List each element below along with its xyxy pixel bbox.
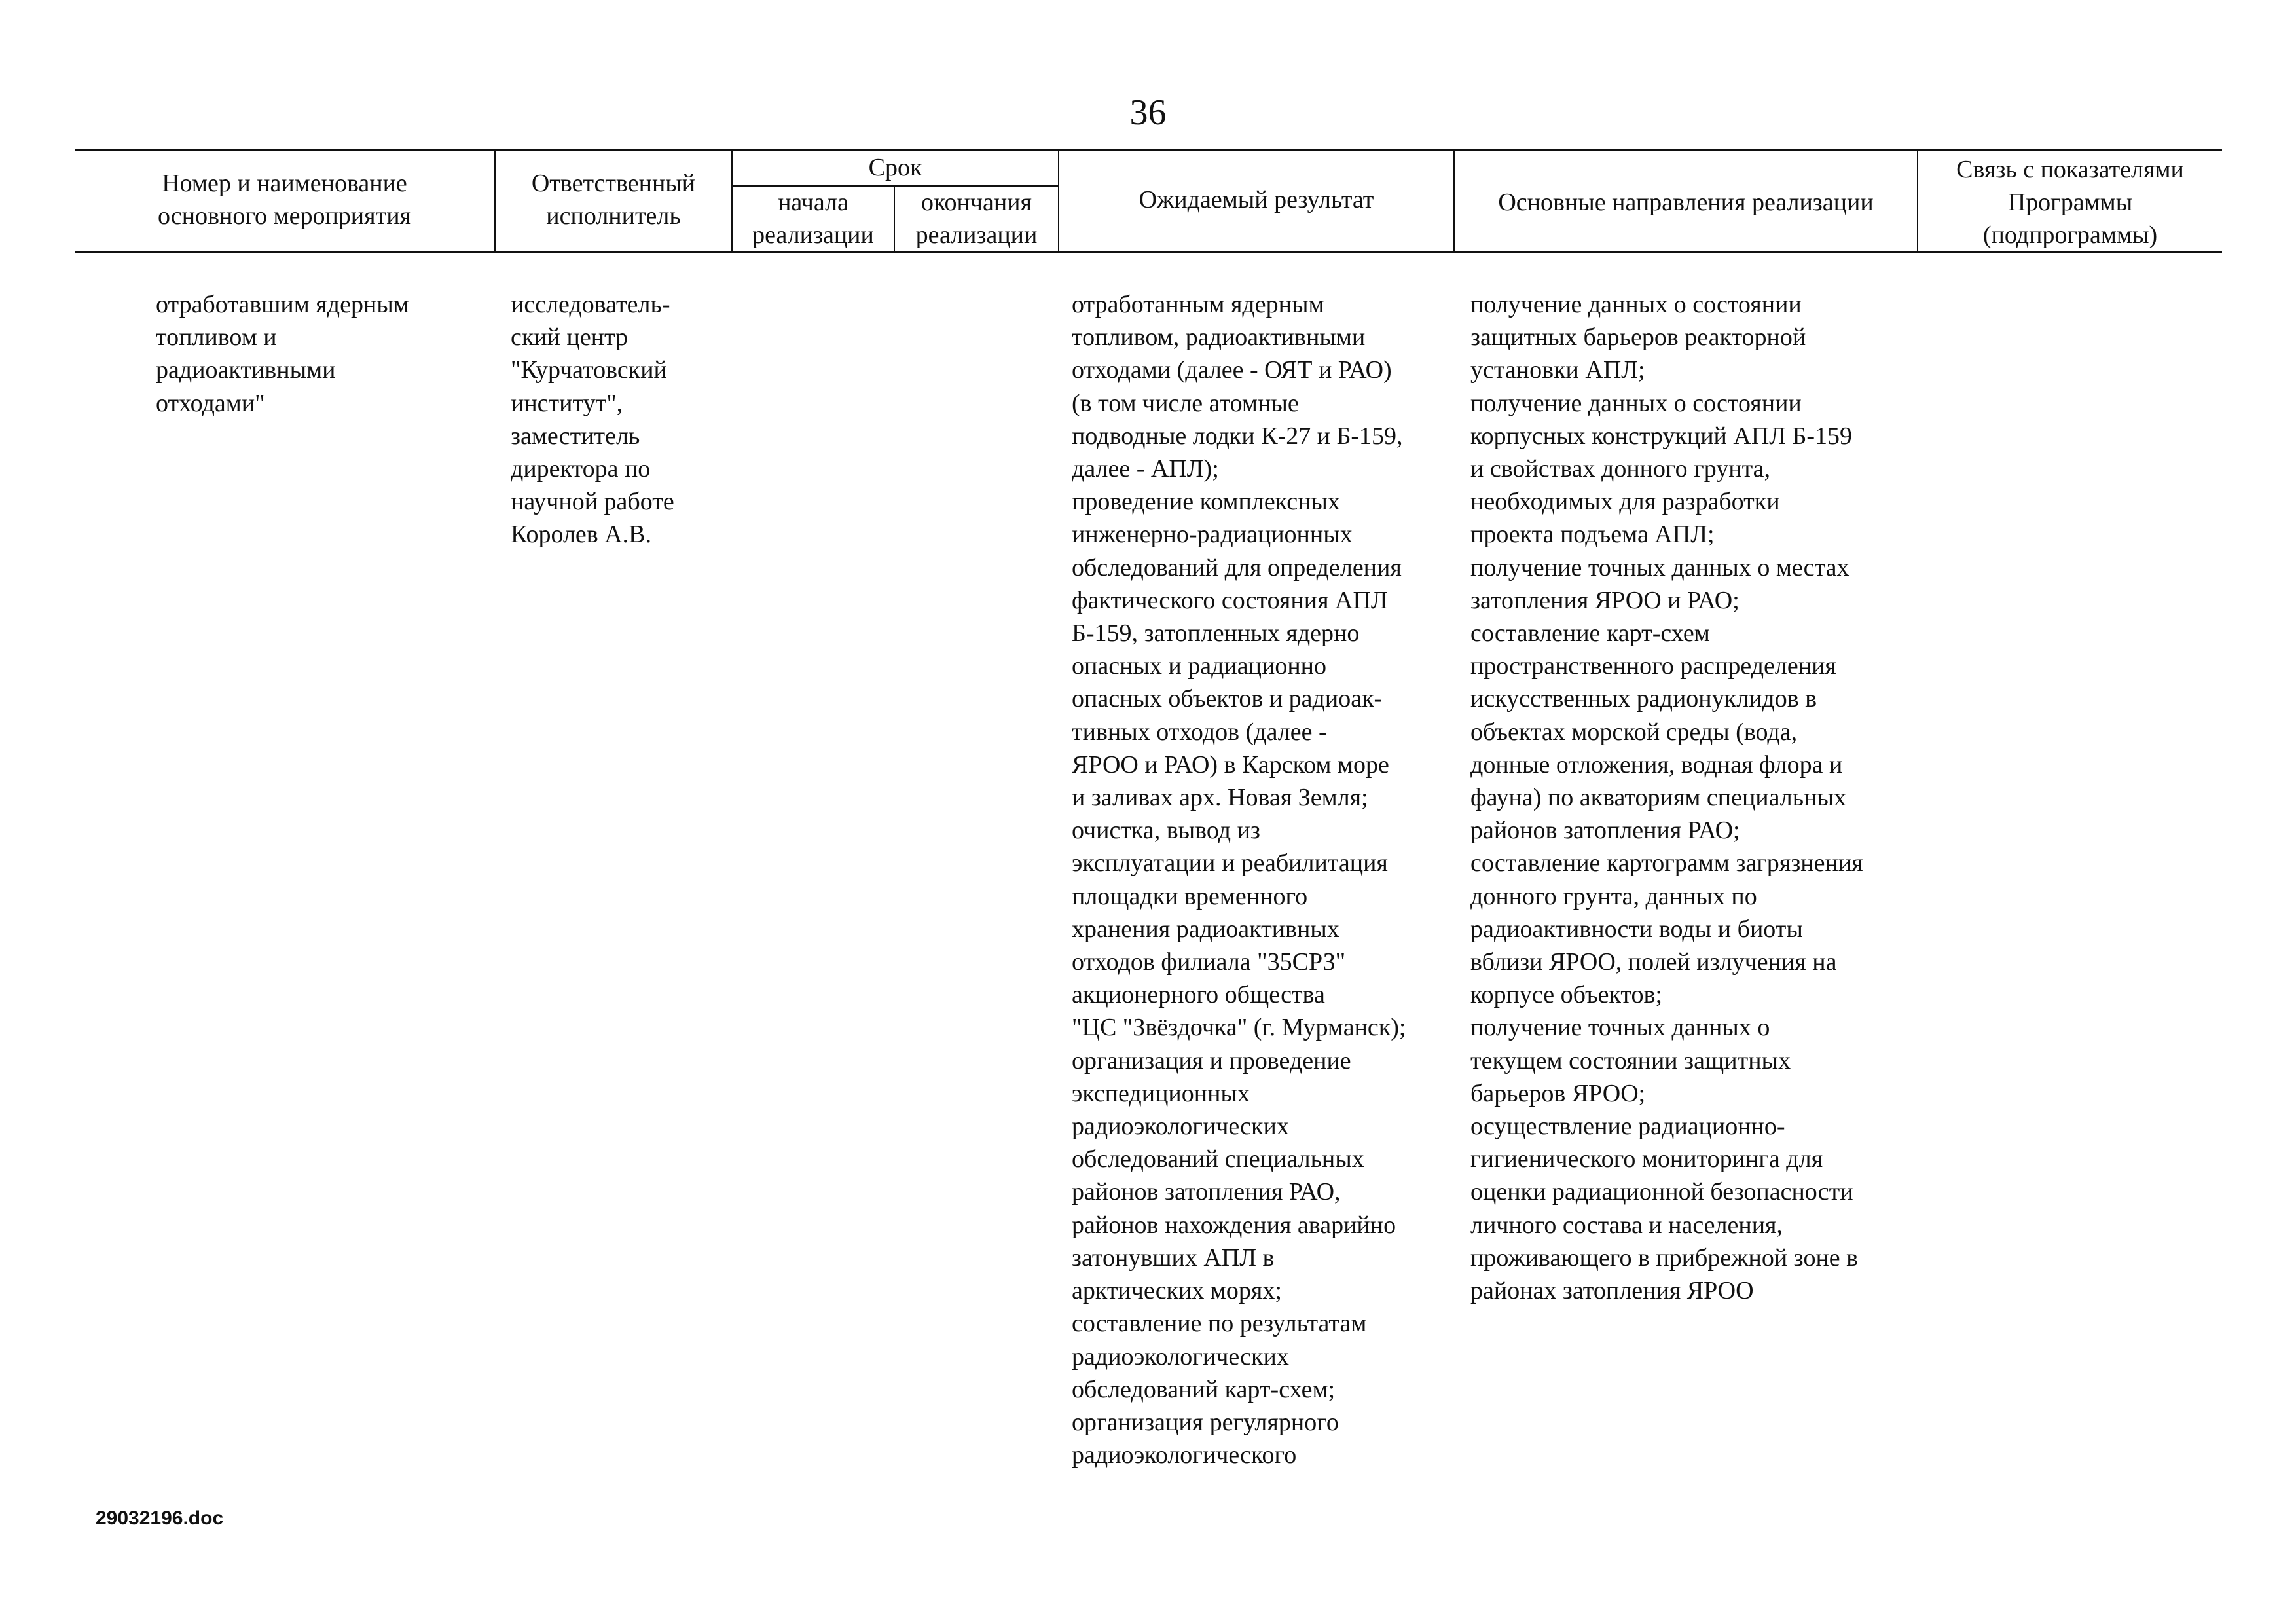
table-top-rule — [75, 149, 2222, 151]
table-header-bottom-rule — [75, 251, 2222, 253]
header-executor: Ответственный исполнитель — [531, 170, 696, 230]
header-measure: Номер и наименование основного мероприятия — [157, 170, 412, 230]
page-number: 36 — [1129, 92, 1167, 133]
executor-text: исследователь- ский центр "Курчатовский институт", заместитель директора по научной работе Королев А.В. — [511, 291, 674, 549]
footer-filename: 29032196.doc — [96, 1507, 224, 1529]
header-expected-result: Ожидаемый результат — [1139, 186, 1374, 213]
header-program-link: Связь с показателями Программы (подпрограммы) — [1956, 156, 2184, 249]
expected-result-text: отработанным ядерным топливом, радиоактивными отходами (далее - ОЯТ и РАО) (в том числе атомные подводные лодки К-27 и Б-159, далее - АПЛ); проведение комплексных инженерно-радиационных обследований для определения фактического состояния АПЛ Б-159, затопленных ядерно опасных и радиационно опасных объектов и радиоак- тивных отходов (далее - ЯРОО и РАО) в Карском море и заливах арх. Новая Земля; очистка, вывод из эксплуатации и реабилитация площадки временного хранения радиоактивных отходов филиала "35СРЗ" акционерного общества "ЦС "Звёздочка" (г. Мурманск); организация и проведение экспедиционных радиоэкологических обследований специальных районов затопления РАО, районов нахождения аварийно затонувших АПЛ в арктических морях; составление по результатам радиоэкологических обследований карт-схем; организация регулярного радиоэкологического — [1072, 291, 1406, 1469]
header-srok-start: начала реализации — [752, 189, 874, 249]
directions-text: получение данных о состоянии защитных барьеров реакторной установки АПЛ; получение данных о состоянии корпусных конструкций АПЛ Б-159 и свойствах донного грунта, необходимых для разработки проекта подъема АПЛ; получение точных данных о местах затопления ЯРОО и РАО; составление карт-схем пространственного распределения искусственных радионуклидов в объектах морской среды (вода, донные отложения, водная флора и фауна) по акваториям специальных районов затопления РАО; составление картограмм загрязнения донного грунта, данных по радиоактивности воды и биоты вблизи ЯРОО, полей излучения на корпусе объектов; получение точных данных о текущем состоянии защитных барьеров ЯРОО; осуществление радиационно- гигиенического мониторинга для оценки радиационной безопасности личного состава и населения, проживающего в прибрежной зоне в районах затопления ЯРОО — [1470, 291, 1863, 1305]
header-srok-end: окончания реализации — [915, 189, 1038, 249]
header-directions: Основные направления реализации — [1498, 189, 1874, 216]
measure-text: отработавшим ядерным топливом и радиоактивными отходами" — [156, 291, 409, 417]
header-srok: Срок — [868, 154, 922, 181]
